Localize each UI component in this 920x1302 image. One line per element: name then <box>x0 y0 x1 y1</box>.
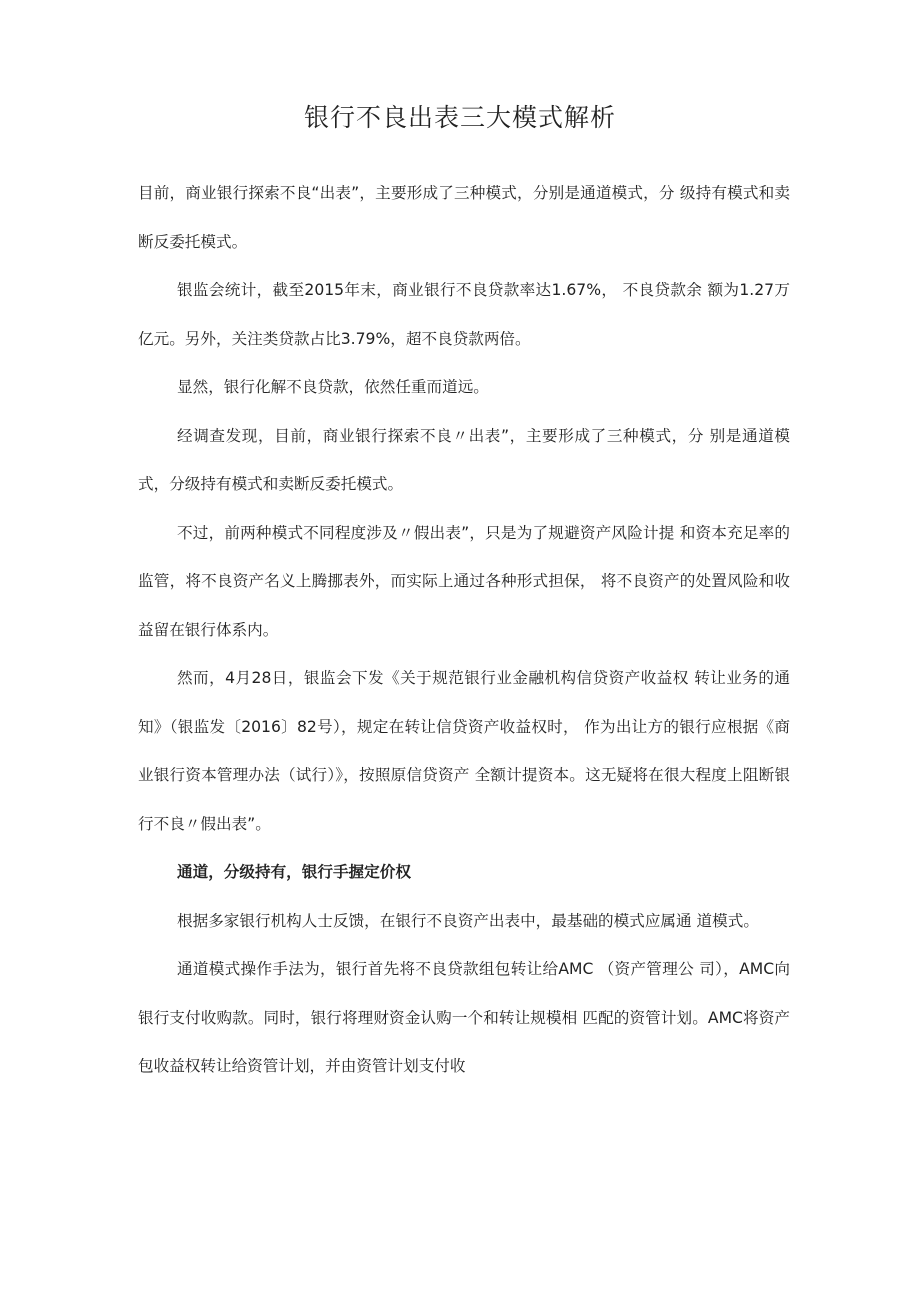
paragraph-statistics: 银监会统计，截至2015年末，商业银行不良贷款率达1.67%， 不良贷款余 额为1.27万亿元。另外，关注类贷款占比3.79%，超不良贷款两倍。 <box>138 281 790 348</box>
paragraph-challenge: 显然，银行化解不良贷款，依然任重而道远。 <box>177 378 489 396</box>
paragraph-intro: 目前，商业银行探索不良“出表”，主要形成了三种模式，分别是通道模式，分 级持有模式和卖断反委托模式。 <box>138 184 790 251</box>
paragraph-channel-operation: 通道模式操作手法为，银行首先将不良贷款组包转让给AMC （资产管理公 司），AMC向银行支付收购款。同时，银行将理财资金认购一个和转让规模相 匹配的资管计划。AMC将资产包收益权转让给资管计划，并由资管计划支付收 <box>138 960 790 1075</box>
section-heading: 通道，分级持有，银行手握定价权 <box>177 863 411 881</box>
paragraph-three-modes: 经调查发现，目前，商业银行探索不良〃出表”，主要形成了三种模式，分 别是通道模式，分级持有模式和卖断反委托模式。 <box>138 426 790 493</box>
document-title: 银行不良出表三大模式解析 <box>303 103 616 132</box>
paragraph-regulation: 然而，4月28日，银监会下发《关于规范银行业金融机构信贷资产收益权 转让业务的通知》（银监发〔2016〕82号），规定在转让信贷资产收益权时， 作为出让方的银行应根据《商业银行资本管理办法（试行）》，按照原信贷资产 全额计提资本。这无疑将在很大程度上阻断银行不良〃假出表”。 <box>138 669 790 833</box>
paragraph-fake-offbalance: 不过，前两种模式不同程度涉及〃假出表”，只是为了规避资产风险计提 和资本充足率的监管，将不良资产名义上腾挪表外，而实际上通过各种形式担保， 将不良资产的处置风险和收益留在银行体系内。 <box>138 523 790 639</box>
paragraph-channel-basic: 根据多家银行机构人士反馈，在银行不良资产出表中，最基础的模式应属通 道模式。 <box>177 911 759 930</box>
document-body <box>138 169 790 1091</box>
